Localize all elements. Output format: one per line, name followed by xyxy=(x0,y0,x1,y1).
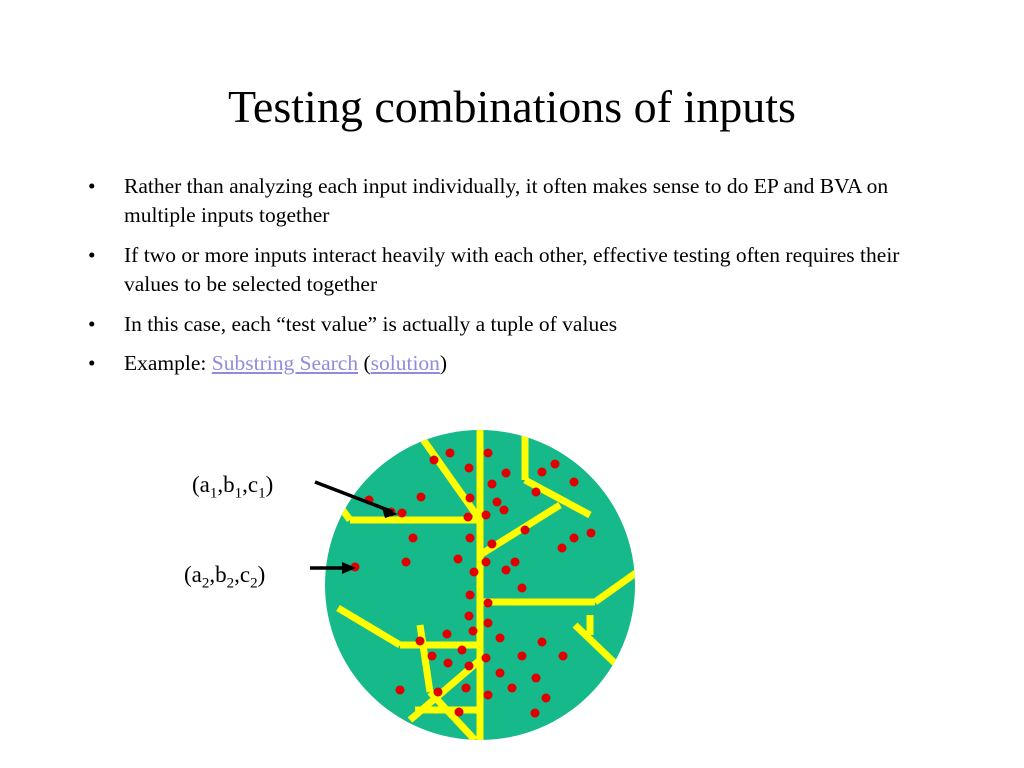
example-label: Example: xyxy=(124,351,212,376)
tuple-label-sub: 2 xyxy=(226,575,235,592)
list-item xyxy=(84,241,954,300)
bullet-marker: • xyxy=(88,311,96,336)
tuple-label-mid: ,c xyxy=(234,562,251,587)
tuple-label-2 xyxy=(184,562,265,593)
input-domain-diagram xyxy=(170,420,870,750)
list-item xyxy=(84,310,954,339)
list-item-text: Rather than analyzing each input individually, it often makes sense to do EP and BVA on multiple inputs together xyxy=(124,174,889,228)
paren-open: ( xyxy=(358,351,371,376)
paren-close: ) xyxy=(439,351,448,376)
tuple-label-suffix: ) xyxy=(257,562,266,587)
tuple-label-sub: 2 xyxy=(201,575,210,592)
tuple-label-1 xyxy=(192,472,273,503)
tuple-label-prefix: (a xyxy=(184,562,202,587)
substring-search-link[interactable]: Substring Search xyxy=(211,351,359,376)
list-item-example xyxy=(84,349,954,378)
bullet-marker: • xyxy=(88,242,96,267)
tuple-label-mid: ,c xyxy=(242,472,259,497)
tuple-label-sub: 1 xyxy=(209,485,218,502)
bullet-marker: • xyxy=(88,351,96,376)
page-title: Testing combinations of inputs xyxy=(228,81,796,132)
tuple-label-mid: ,b xyxy=(217,472,235,497)
tuple-label-mid: ,b xyxy=(209,562,227,587)
list-item-text: In this case, each “test value” is actually a tuple of values xyxy=(124,311,618,336)
tuple-label-sub: 2 xyxy=(250,575,258,592)
tuple-label-prefix: (a xyxy=(192,472,210,497)
bullet-list xyxy=(84,172,954,389)
tuple-label-sub: 1 xyxy=(258,485,266,502)
solution-link[interactable]: solution xyxy=(370,351,440,376)
domain-circle-svg xyxy=(170,420,870,750)
tuple-label-suffix: ) xyxy=(265,472,274,497)
list-item xyxy=(84,172,954,231)
tuple-label-sub: 1 xyxy=(234,485,243,502)
bullet-marker: • xyxy=(88,174,96,198)
list-item-text: If two or more inputs interact heavily with each other, effective testing often requires their values to be selected together xyxy=(124,242,900,297)
